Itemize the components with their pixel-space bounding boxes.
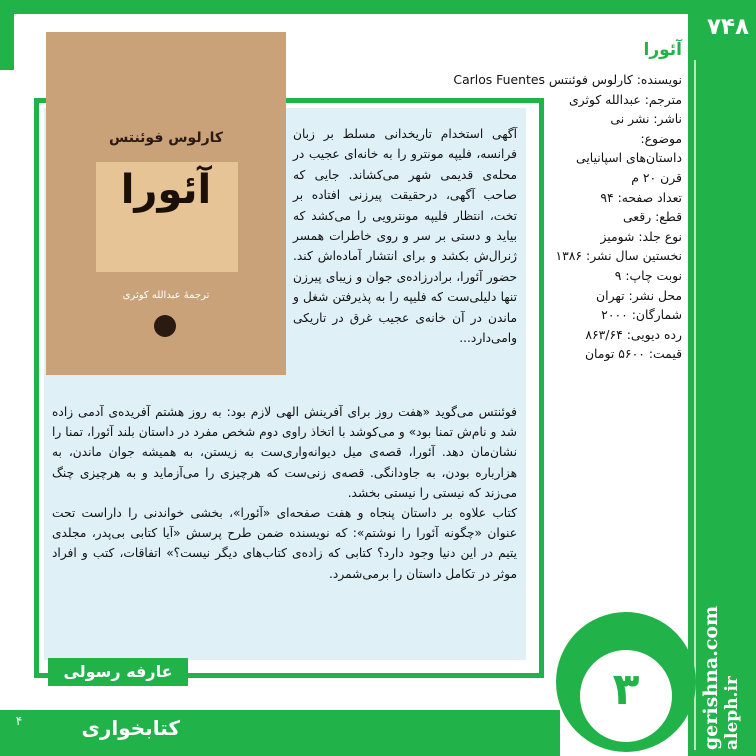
right-strip-line bbox=[694, 60, 696, 750]
vertical-text-website-1: gerishna.com bbox=[700, 605, 722, 750]
book-info-list bbox=[410, 70, 682, 364]
info-line: رده دیویی: ۸۶۳/۶۴ bbox=[585, 326, 682, 342]
cover-author: کارلوس فوئنتس bbox=[108, 130, 224, 146]
vertical-text-website-2: aleph.ir bbox=[722, 676, 742, 750]
info-line: نوع جلد: شومیز bbox=[600, 228, 682, 244]
review-body bbox=[52, 402, 517, 584]
publisher-logo-icon bbox=[154, 315, 176, 337]
info-line: نویسنده: کارلوس فوئنتس Carlos Fuentes bbox=[453, 72, 682, 87]
frame-top-bar bbox=[0, 0, 756, 14]
frame-left-notch bbox=[0, 0, 14, 70]
info-line: مترجم: عبدالله کوثری bbox=[568, 91, 682, 107]
info-line: نوبت چاپ: ۹ bbox=[614, 267, 682, 283]
review-paragraph: کتاب علاوه بر داستان پنجاه و هفت صفحه‌ای «آئورا»، بخشی خواندنی را داراست تحت عنوان «چگونه آئورا را نوشتم»: که نویسنده ضمن طرح پرسش «آیا کتابی بی‌پدر، مجلدی یتیم در این دنیا وجود دارد؟ کتابی که زاده‌ی کتاب‌های دیگر نیست؟» اتفاقات، کتب و افراد موثر در تکامل داستان را برمی‌شمرد. bbox=[52, 506, 517, 581]
info-line: قطع: رقعی bbox=[622, 209, 682, 225]
info-line: نخستین سال نشر: ۱۳۸۶ bbox=[555, 248, 682, 264]
info-line: داستان‌های اسپانیایی bbox=[576, 150, 682, 166]
info-line: شمارگان: ۲۰۰۰ bbox=[601, 307, 682, 323]
reviewer-name: عارفه رسولی نژاد bbox=[48, 658, 188, 686]
info-line: تعداد صفحه: ۹۴ bbox=[600, 189, 682, 205]
cover-translator: ترجمهٔ عبدالله کوثری bbox=[122, 290, 210, 301]
footer-page-number: ۴ bbox=[15, 714, 23, 728]
info-line: محل نشر: تهران bbox=[596, 287, 682, 303]
info-line: قرن ۲۰ م bbox=[631, 169, 682, 185]
frame-bottom-stripe bbox=[0, 706, 560, 710]
info-line: ناشر: نشر نی bbox=[610, 111, 682, 127]
section-number: ۳ bbox=[612, 664, 640, 715]
corner-page-number: ۷۴۸ bbox=[706, 14, 750, 40]
cover-title: آئورا bbox=[120, 167, 212, 213]
info-line: موضوع: bbox=[640, 130, 682, 146]
synopsis-text: آگهی استخدام تاریخدانی مسلط بر زبان فرانسه، فلیپه مونترو را به خانه‌ای عجیب در محله‌ی قدیمی شهر می‌کشاند. جایی که صاحب آگهی، درحقیقت پیرزنی افتاده بر تخت، انتظار فلیپه مونترویی را می‌کشد که بیاید و دستی بر سر و روی خاطرات همسر ژنرال‌ش بکشد و برای انتشار آماده‌اش کند. حضور آئورا، برادرزاده‌ی جوان و زیبای پیرزن تنها دلیلی‌ست که فلیپه را به پذیرفتن شغل و ماندن در آن خانه‌ی عجیب غرق در تاریکی وامی‌دارد... bbox=[293, 127, 517, 346]
info-line: قیمت: ۵۶۰۰ تومان bbox=[584, 346, 682, 362]
footer-label: کتابخواری bbox=[81, 716, 180, 740]
book-cover bbox=[46, 32, 286, 375]
review-paragraph: فوئنتس می‌گوید «هفت روز برای آفرینش الهی لازم بود: به روز هشتم آفریده‌ی آدمی زاده شد و نام‌ش تمنا بود» و می‌کوشد با اتخاذ راوی دوم شخص مفرد در داستان بلند آئورا، تمنا را نشان‌مان دهد. آئورا، قصه‌ی میل دیوانه‌واری‌ست به زیستن، به همیشه جوان ماندن، به هزاربار‌ه بودن، به جاودانگی. قصه‌ی زنی‌ست که هرچیزی را می‌آزماید و به هرچیزی چنگ می‌زند که نیستی را نیستی بخشد. bbox=[52, 405, 517, 500]
book-title: آئورا bbox=[643, 40, 682, 60]
